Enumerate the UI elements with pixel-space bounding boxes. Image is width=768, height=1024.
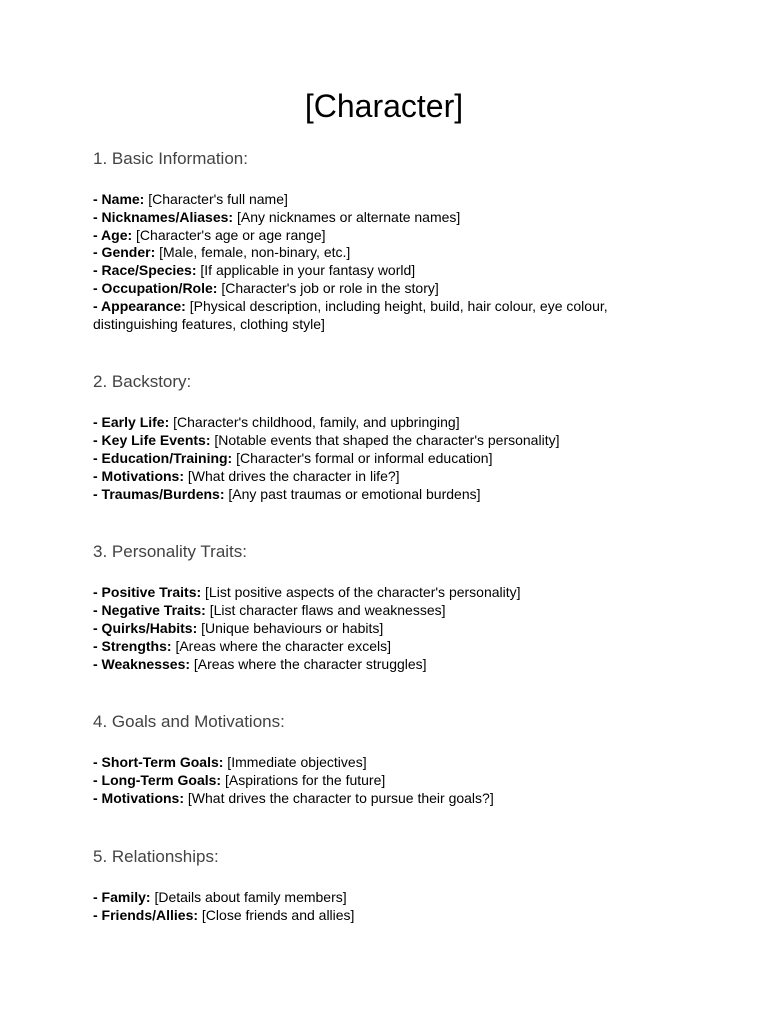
- field-value: [Close friends and allies]: [198, 906, 355, 923]
- field-label: - Age:: [93, 226, 133, 243]
- field-value: [Any past traumas or emotional burdens]: [224, 485, 481, 502]
- field-item: [93, 450, 653, 468]
- field-label: - Occupation/Role:: [93, 279, 218, 296]
- field-item: [93, 244, 653, 262]
- field-value: [List character flaws and weaknesses]: [205, 602, 446, 619]
- field-value: [Notable events that shaped the character's personality]: [210, 432, 560, 449]
- section-relationships: [93, 845, 653, 925]
- section-backstory: [93, 370, 653, 503]
- field-label: - Appearance:: [93, 297, 186, 314]
- field-label: - Education/Training:: [93, 449, 233, 466]
- field-item: [93, 638, 653, 656]
- field-value: [Character's age or age range]: [132, 226, 326, 243]
- section-heading: 2. Backstory:: [93, 372, 192, 392]
- field-item: [93, 486, 653, 504]
- field-value: [Character's formal or informal education]: [232, 449, 493, 466]
- section-heading: 3. Personality Traits:: [93, 542, 248, 562]
- field-item: [93, 889, 653, 907]
- field-value: [Character's childhood, family, and upbringing]: [169, 414, 460, 431]
- field-label: - Friends/Allies:: [93, 906, 199, 923]
- field-value: [Immediate objectives]: [223, 754, 367, 771]
- document-body: [93, 147, 653, 924]
- field-label: - Motivations:: [93, 467, 184, 484]
- field-item: [93, 656, 653, 674]
- field-label: - Long-Term Goals:: [93, 772, 222, 789]
- field-item: [93, 298, 653, 334]
- field-value: [Character's job or role in the story]: [217, 279, 439, 296]
- field-value: [Details about family members]: [150, 888, 347, 905]
- field-value: [Physical description, including height, build, hair colour, eye colour, distinguishing features, clothing style]: [93, 297, 608, 332]
- field-label: - Quirks/Habits:: [93, 619, 198, 636]
- field-value: [If applicable in your fantasy world]: [196, 262, 416, 279]
- field-value: [Unique behaviours or habits]: [197, 619, 384, 636]
- section-heading: 5. Relationships:: [93, 846, 219, 866]
- field-item: [93, 772, 653, 790]
- section-heading: 1. Basic Information:: [93, 149, 248, 168]
- field-list: [93, 191, 653, 333]
- field-item: [93, 468, 653, 486]
- field-label: - Positive Traits:: [93, 584, 202, 601]
- field-item: [93, 280, 653, 298]
- field-value: [What drives the character in life?]: [184, 467, 400, 484]
- field-item: [93, 584, 653, 602]
- field-list: [93, 754, 653, 807]
- field-value: [Male, female, non-binary, etc.]: [155, 244, 351, 261]
- field-label: - Weaknesses:: [93, 655, 191, 672]
- field-list: [93, 889, 653, 925]
- field-label: - Short-Term Goals:: [93, 754, 224, 771]
- field-item: [93, 209, 653, 227]
- section-basic-information: [93, 147, 653, 333]
- field-label: - Name:: [93, 191, 145, 207]
- field-item: [93, 227, 653, 245]
- section-goals-and-motivations: [93, 710, 653, 807]
- field-item: [93, 414, 653, 432]
- field-label: - Family:: [93, 888, 151, 905]
- field-label: - Motivations:: [93, 789, 184, 806]
- section-personality-traits: [93, 540, 653, 673]
- field-label: - Race/Species:: [93, 262, 197, 279]
- field-item: [93, 602, 653, 620]
- field-value: [Areas where the character excels]: [171, 637, 391, 654]
- field-list: [93, 414, 653, 503]
- document-title: [Character]: [304, 88, 464, 124]
- field-value: [Aspirations for the future]: [221, 772, 386, 789]
- field-value: [List positive aspects of the character's personality]: [201, 584, 521, 601]
- field-value: [Character's full name]: [144, 191, 288, 207]
- field-label: - Early Life:: [93, 414, 170, 431]
- field-item: [93, 432, 653, 450]
- field-item: [93, 790, 653, 808]
- section-heading: 4. Goals and Motivations:: [93, 712, 285, 732]
- field-label: - Gender:: [93, 244, 156, 261]
- field-label: - Negative Traits:: [93, 602, 206, 619]
- field-item: [93, 620, 653, 638]
- field-label: - Key Life Events:: [93, 432, 211, 449]
- field-value: [What drives the character to pursue their goals?]: [184, 789, 494, 806]
- field-label: - Nicknames/Aliases:: [93, 208, 234, 225]
- field-value: [Areas where the character struggles]: [190, 655, 427, 672]
- field-label: - Strengths:: [93, 637, 172, 654]
- field-item: [93, 191, 653, 209]
- field-item: [93, 907, 653, 925]
- field-label: - Traumas/Burdens:: [93, 485, 225, 502]
- field-item: [93, 754, 653, 772]
- field-list: [93, 584, 653, 673]
- field-item: [93, 262, 653, 280]
- field-value: [Any nicknames or alternate names]: [233, 208, 461, 225]
